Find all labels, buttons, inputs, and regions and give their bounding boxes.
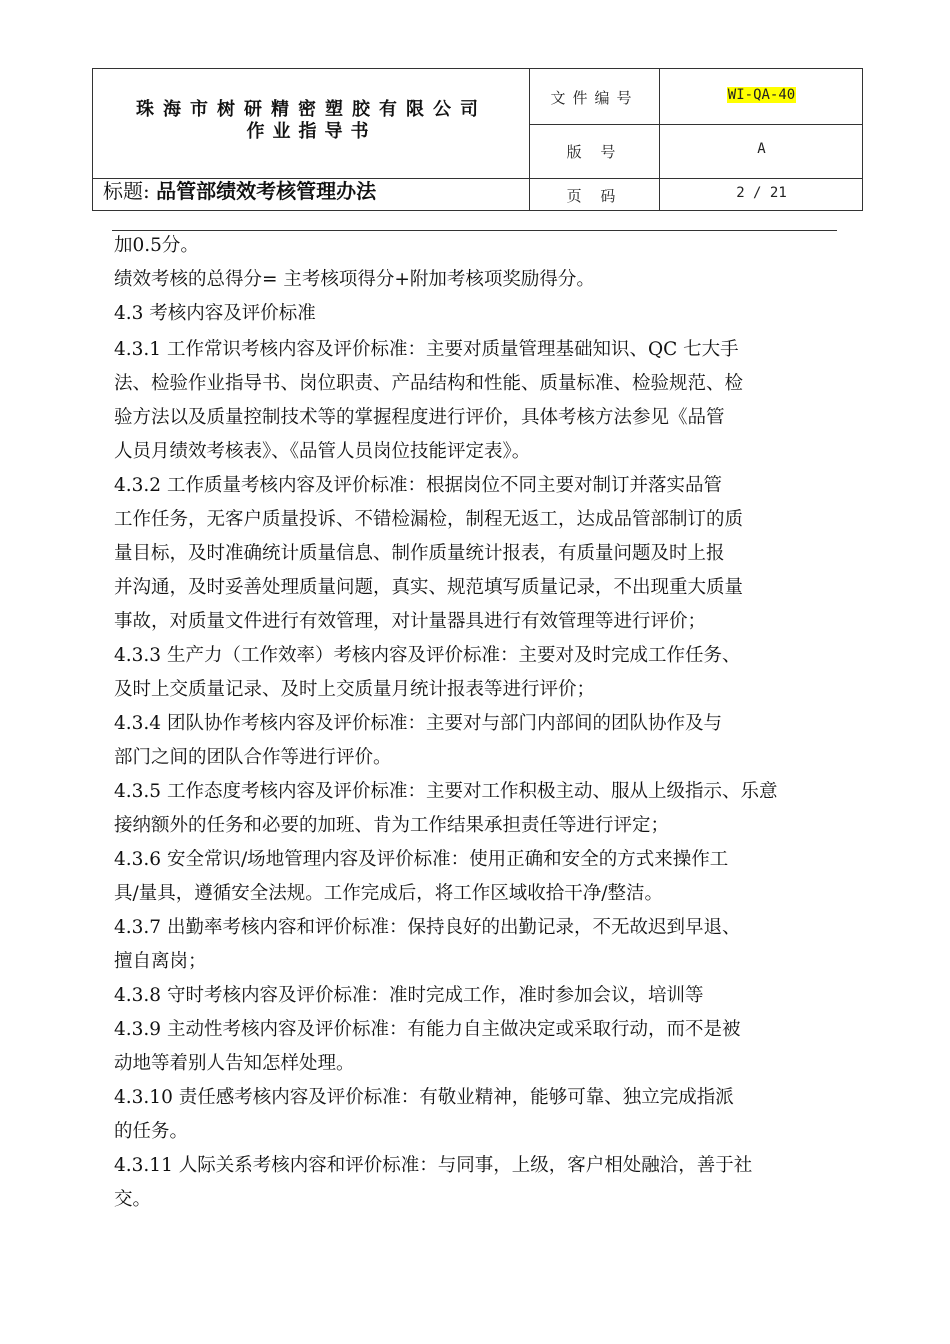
body-line: 4.3.6 安全常识/场地管理内容及评价标准：使用正确和安全的方式来操作工 <box>114 849 729 870</box>
body-line: 加0.5分。 <box>114 235 199 256</box>
document-header-table <box>92 68 863 211</box>
document-title: 品管部绩效考核管理办法 <box>156 179 377 203</box>
company-name-block <box>93 99 530 143</box>
body-line: 4.3.1 工作常识考核内容及评价标准：主要对质量管理基础知识、QC 七大手 <box>114 339 739 360</box>
body-line: 部门之间的团队合作等进行评价。 <box>114 747 392 768</box>
body-line: 4.3.9 主动性考核内容及评价标准：有能力自主做决定或采取行动，而不是被 <box>114 1019 741 1040</box>
body-line: 4.3.11 人际关系考核内容和评价标准：与同事，上级，客户相处融洽，善于社 <box>114 1155 753 1176</box>
body-line: 并沟通，及时妥善处理质量问题，真实、规范填写质量记录，不出现重大质量 <box>114 577 744 598</box>
body-line: 4.3.4 团队协作考核内容及评价标准：主要对与部门内部间的团队协作及与 <box>114 713 722 734</box>
body-line: 4.3.2 工作质量考核内容及评价标准：根据岗位不同主要对制订并落实品管 <box>114 475 722 496</box>
body-line: 法、检验作业指导书、岗位职责、产品结构和性能、质量标准、检验规范、检 <box>114 373 744 394</box>
page-label: 页 码 <box>566 187 623 205</box>
section-heading: 4.3 考核内容及评价标准 <box>114 303 316 324</box>
body-line: 事故，对质量文件进行有效管理，对计量器具进行有效管理等进行评价； <box>114 611 707 632</box>
header-divider-right-1 <box>529 124 862 125</box>
doc-number-value: WI-QA-40 <box>727 87 796 103</box>
page-number-value: 2 / 21 <box>736 185 787 201</box>
doc-number-cell <box>660 87 863 103</box>
doc-number-label: 文件编号 <box>550 89 639 107</box>
document-title-row <box>103 178 376 204</box>
body-line: 绩效考核的总得分= 主考核项得分+附加考核项奖励得分。 <box>114 269 595 290</box>
body-line: 量目标，及时准确统计质量信息、制作质量统计报表，有质量问题及时上报 <box>114 543 725 564</box>
document-type: 作业指导书 <box>246 121 377 142</box>
body-line: 4.3.8 守时考核内容及评价标准：准时完成工作，准时参加会议，培训等 <box>114 985 704 1006</box>
body-line: 的任务。 <box>114 1121 189 1142</box>
body-line: 验方法以及质量控制技术等的掌握程度进行评价，具体考核方法参见《品管 <box>114 407 725 428</box>
company-name: 珠海市树研精密塑胶有限公司 <box>136 99 487 120</box>
body-line: 工作任务，无客户质量投诉、不错检漏检，制程无返工，达成品管部制订的质 <box>114 509 744 530</box>
body-line: 4.3.10 责任感考核内容及评价标准：有敬业精神，能够可靠、独立完成指派 <box>114 1087 734 1108</box>
body-line: 动地等着别人告知怎样处理。 <box>114 1053 355 1074</box>
body-line: 4.3.3 生产力（工作效率）考核内容及评价标准：主要对及时完成工作任务、 <box>114 645 741 666</box>
version-label: 版 号 <box>566 143 623 161</box>
body-line: 交。 <box>114 1189 152 1210</box>
body-line: 擅自离岗； <box>114 951 207 972</box>
body-line: 4.3.7 出勤率考核内容和评价标准：保持良好的出勤记录，不无故迟到早退、 <box>114 917 741 938</box>
body-line: 人员月绩效考核表》、《品管人员岗位技能评定表》。 <box>114 441 531 462</box>
body-line: 及时上交质量记录、及时上交质量月统计报表等进行评价； <box>114 679 596 700</box>
version-value: A <box>757 141 766 157</box>
header-divider-right-2 <box>529 178 862 179</box>
title-label: 标题: <box>103 179 150 203</box>
body-line: 接纳额外的任务和必要的加班、肯为工作结果承担责任等进行评定； <box>114 815 670 836</box>
document-body <box>114 229 894 1217</box>
body-line: 4.3.5 工作态度考核内容及评价标准：主要对工作积极主动、服从上级指示、乐意 <box>114 781 778 802</box>
body-line: 具/量具，遵循安全法规。工作完成后，将工作区域收拾干净/整洁。 <box>114 883 663 904</box>
